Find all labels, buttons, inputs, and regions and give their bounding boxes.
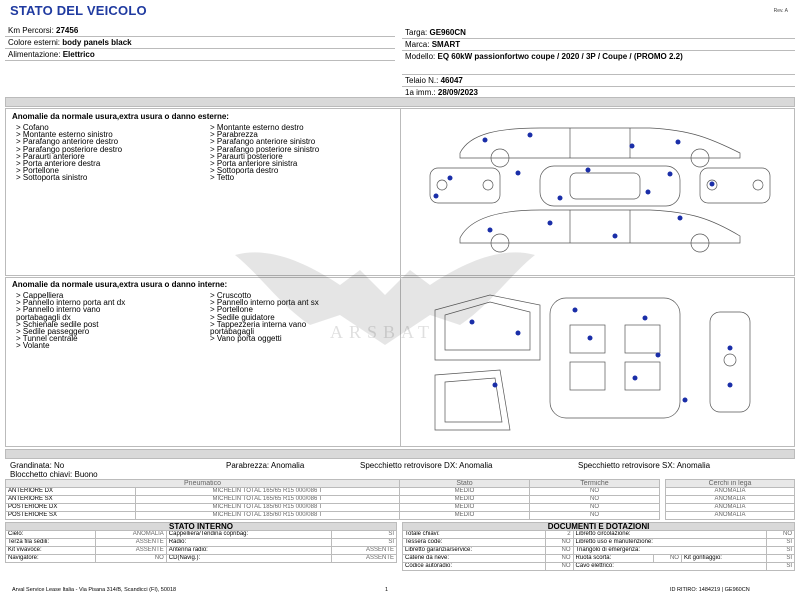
external-item: > Parafango anteriore destro — [16, 137, 119, 147]
modello-row — [402, 51, 795, 75]
cell-value: SI — [332, 539, 397, 547]
rims-header: Cerchi in lega — [666, 480, 795, 488]
separator-bar-mid — [5, 449, 795, 459]
car-interior-diagram — [430, 290, 780, 440]
tyre-position: ANTERIORE DX — [6, 488, 136, 496]
internal-item: > Tappezzeria interna vano — [210, 319, 307, 329]
table-row — [403, 547, 795, 555]
tyre-stato: MEDIO — [400, 512, 530, 520]
internal-item: > Portellone — [210, 305, 253, 315]
internal-title: Anomalie da normale usura,extra usura o danno interne: — [12, 280, 228, 289]
internal-item: > Pannello interno porta ant sx — [210, 298, 319, 308]
cell-label: Kit gonfiaggio: — [681, 555, 766, 563]
interior-top-icon — [550, 298, 680, 418]
tyre-stato: MEDIO — [400, 504, 530, 512]
cell-label: Ruota scorta: — [573, 555, 654, 563]
external-item: > Parabrezza — [210, 130, 258, 140]
cell-label: Catene da neve: — [403, 555, 546, 563]
alimentazione-row — [5, 49, 395, 61]
internal-list-col1 — [16, 292, 125, 350]
rim-status: ANOMALIA — [666, 488, 795, 496]
tyre-position: POSTERIORE SX — [6, 512, 136, 520]
tyres-header-pneumatico: Pneumatico — [6, 480, 400, 488]
tyres-header-termiche: Termiche — [530, 480, 660, 488]
tyre-position: POSTERIORE DX — [6, 504, 136, 512]
table-row — [6, 488, 660, 496]
external-item: > Sottoporta destro — [210, 166, 279, 176]
km-label: Km Percorsi: — [8, 26, 54, 35]
km-value: 27456 — [56, 26, 79, 35]
rim-status: ANOMALIA — [666, 504, 795, 512]
table-row — [6, 555, 397, 563]
stato-interno-table — [5, 522, 397, 563]
external-item: > Porta anteriore sinistra — [210, 159, 298, 169]
internal-item: > Vano porta oggetti — [210, 334, 282, 344]
internal-item: > Sedile guidatore — [210, 312, 275, 322]
car-exterior-diagram — [420, 118, 780, 268]
external-item: > Cofano — [16, 123, 49, 132]
cell-value: SI — [767, 547, 795, 555]
grandinata-text: Grandinata: No — [10, 461, 65, 470]
cell-value: SI — [767, 555, 795, 563]
table-row — [666, 488, 795, 496]
targa-row — [402, 27, 795, 39]
internal-item: > Pannello interno vano — [16, 305, 101, 315]
cell-value: NO — [654, 555, 682, 563]
parabrezza-text: Parabrezza: Anomalia — [226, 461, 305, 470]
external-item: > Portellone — [16, 166, 59, 176]
internal-item: > Sedile passeggero — [16, 327, 90, 337]
internal-item: > Volante — [16, 341, 50, 351]
vehicle-info-left — [5, 25, 395, 61]
table-row — [6, 496, 660, 504]
cell-value: ASSENTE — [332, 555, 397, 563]
tyre-model: MICHELIN TOTAL 165/65 R15 000/086 T — [136, 496, 400, 504]
cell-label: Codice autoradio: — [403, 563, 546, 571]
marca-label: Marca: — [405, 40, 430, 49]
table-row — [403, 539, 795, 547]
telaio-label: Telaio N.: — [405, 76, 439, 85]
cell-label: Triangolo di emergenza: — [573, 547, 767, 555]
footer-page: 1 — [385, 587, 389, 593]
external-item: > Montante esterno destro — [210, 123, 304, 132]
cell-label: Antenna radio: — [166, 547, 331, 555]
tyre-model: MICHELIN TOTAL 185/60 R15 000/088 T — [136, 512, 400, 520]
internal-item: portabagagli dx — [16, 312, 71, 322]
colore-row — [5, 37, 395, 49]
cell-label: Cappelliera/Tendina copribag: — [166, 531, 331, 539]
cell-label: Totale chiavi: — [403, 531, 546, 539]
tyre-termiche: NO — [530, 496, 660, 504]
blocchetto-text: Blocchetto chiavi: Buono — [10, 470, 98, 479]
cell-value: ASSENTE — [96, 539, 167, 547]
stato-interno-title: STATO INTERNO — [6, 523, 397, 531]
cell-value: ASSENTE — [96, 547, 167, 555]
cell-value: ASSENTE — [332, 547, 397, 555]
external-item: > Parafango posteriore destro — [16, 144, 123, 154]
rim-status: ANOMALIA — [666, 512, 795, 520]
tyre-termiche: NO — [530, 512, 660, 520]
cell-label: Tessera code: — [403, 539, 546, 547]
table-row — [6, 531, 397, 539]
page-title: STATO DEL VEICOLO — [10, 3, 147, 18]
external-item: > Parafango anteriore sinistro — [210, 137, 316, 147]
tyre-stato: MEDIO — [400, 488, 530, 496]
table-row — [666, 504, 795, 512]
colore-value: body panels black — [62, 38, 132, 47]
cell-value: SI — [767, 539, 795, 547]
summary-block — [10, 461, 98, 479]
car-side-right-icon — [460, 128, 740, 167]
cell-value: SI — [332, 531, 397, 539]
alimentazione-label: Alimentazione: — [8, 50, 61, 59]
interior-dashboard-icon — [710, 312, 750, 412]
table-row — [6, 512, 660, 520]
cell-label: Cavo elettrico: — [573, 563, 767, 571]
documenti-table — [402, 522, 795, 571]
cell-value: NO — [545, 539, 573, 547]
internal-item: portabagagli — [210, 327, 255, 337]
cell-value: NO — [96, 555, 167, 563]
modello-label: Modello: — [405, 52, 436, 61]
colore-label: Colore esterni: — [8, 38, 61, 47]
cell-value: 2 — [545, 531, 573, 539]
damage-markers — [434, 133, 715, 239]
footer-id: ID RITIRO: 1484219 | GE960CN — [670, 587, 750, 593]
tyre-model: MICHELIN TOTAL 185/60 R15 000/088 T — [136, 504, 400, 512]
imm-value: 28/09/2023 — [437, 88, 478, 97]
external-item: > Tetto — [210, 173, 235, 183]
internal-item: > Schienale sedile post — [16, 319, 99, 329]
external-title: Anomalie da normale usura,extra usura o danno esterne: — [12, 112, 229, 121]
cell-value: SI — [767, 563, 795, 571]
table-row — [403, 555, 795, 563]
external-list-col1 — [16, 124, 122, 182]
km-row — [5, 25, 395, 37]
telaio-value: 46047 — [440, 76, 463, 85]
external-item: > Porta anteriore destra — [16, 159, 101, 169]
cell-label: CD(Navig.): — [166, 555, 331, 563]
imm-label: 1a imm.: — [405, 88, 436, 97]
cell-value: NO — [545, 555, 573, 563]
interior-damage-markers — [470, 308, 733, 403]
car-front-icon — [430, 168, 500, 203]
documenti-title: DOCUMENTI E DOTAZIONI — [403, 523, 795, 531]
rims-table — [665, 479, 795, 520]
cell-value: NO — [767, 531, 795, 539]
tyre-termiche: NO — [530, 504, 660, 512]
internal-item: > Tunnel centrale — [16, 334, 78, 344]
table-row — [403, 531, 795, 539]
cell-value: NO — [545, 547, 573, 555]
car-side-left-icon — [460, 210, 740, 252]
external-item: > Paraurti anteriore — [16, 151, 85, 161]
table-row — [403, 563, 795, 571]
internal-item: > Cruscotto — [210, 291, 252, 300]
targa-label: Targa: — [405, 28, 428, 37]
cell-label: Navigatore: — [6, 555, 96, 563]
tyre-model: MICHELIN TOTAL 165/65 R15 000/086 T — [136, 488, 400, 496]
cell-label: Terza fila sedili: — [6, 539, 96, 547]
cell-label: Kit vivavoce: — [6, 547, 96, 555]
external-list-col2 — [210, 124, 319, 182]
external-item: > Parafango posteriore sinistro — [210, 144, 320, 154]
cell-label: Cielo: — [6, 531, 96, 539]
tyre-termiche: NO — [530, 488, 660, 496]
table-row — [6, 539, 397, 547]
cell-value: ANOMALIA — [96, 531, 167, 539]
marca-value: SMART — [431, 40, 461, 49]
external-item: > Sottoporta sinistro — [16, 173, 88, 183]
table-row — [6, 504, 660, 512]
watermark-text: ARSBAT — [330, 322, 436, 342]
cell-label: Libretto circolazione: — [573, 531, 767, 539]
tyre-position: ANTERIORE SX — [6, 496, 136, 504]
table-row — [6, 547, 397, 555]
telaio-row — [402, 75, 795, 87]
targa-value: GE960CN — [429, 28, 466, 37]
cell-label: Libretto uso e manutenzione: — [573, 539, 767, 547]
separator-bar-top — [5, 97, 795, 107]
interior-door-left-icon — [435, 295, 540, 360]
revision-label: Rev. A — [773, 8, 788, 14]
rim-status: ANOMALIA — [666, 496, 795, 504]
tyres-table — [5, 479, 660, 520]
cell-label: Libretto garanzia/service: — [403, 547, 546, 555]
tyre-stato: MEDIO — [400, 496, 530, 504]
footer-company: Arval Service Lease Italia - Via Pisana 314/B, Scandicci (FI), 50018 — [12, 587, 177, 593]
cell-label: Radio: — [166, 539, 331, 547]
table-row — [666, 512, 795, 520]
external-item: > Paraurti posteriore — [210, 151, 283, 161]
interior-door-right-icon — [435, 370, 510, 430]
internal-item: > Pannello interno porta ant dx — [16, 298, 126, 308]
specchietto-sx-text: Specchietto retrovisore SX: Anomalia — [578, 461, 711, 470]
table-row — [666, 496, 795, 504]
external-item: > Montante esterno sinistro — [16, 130, 113, 140]
specchietto-dx-text: Specchietto retrovisore DX: Anomalia — [360, 461, 493, 470]
tyres-header-stato: Stato — [400, 480, 530, 488]
internal-item: > Cappelliera — [16, 291, 64, 300]
cell-value: NO — [545, 563, 573, 571]
modello-value: EQ 60kW passionfortwo coupe / 2020 / 3P / Coupe / (PROMO 2.2) — [437, 52, 683, 61]
marca-row — [402, 39, 795, 51]
alimentazione-value: Elettrico — [62, 50, 95, 59]
